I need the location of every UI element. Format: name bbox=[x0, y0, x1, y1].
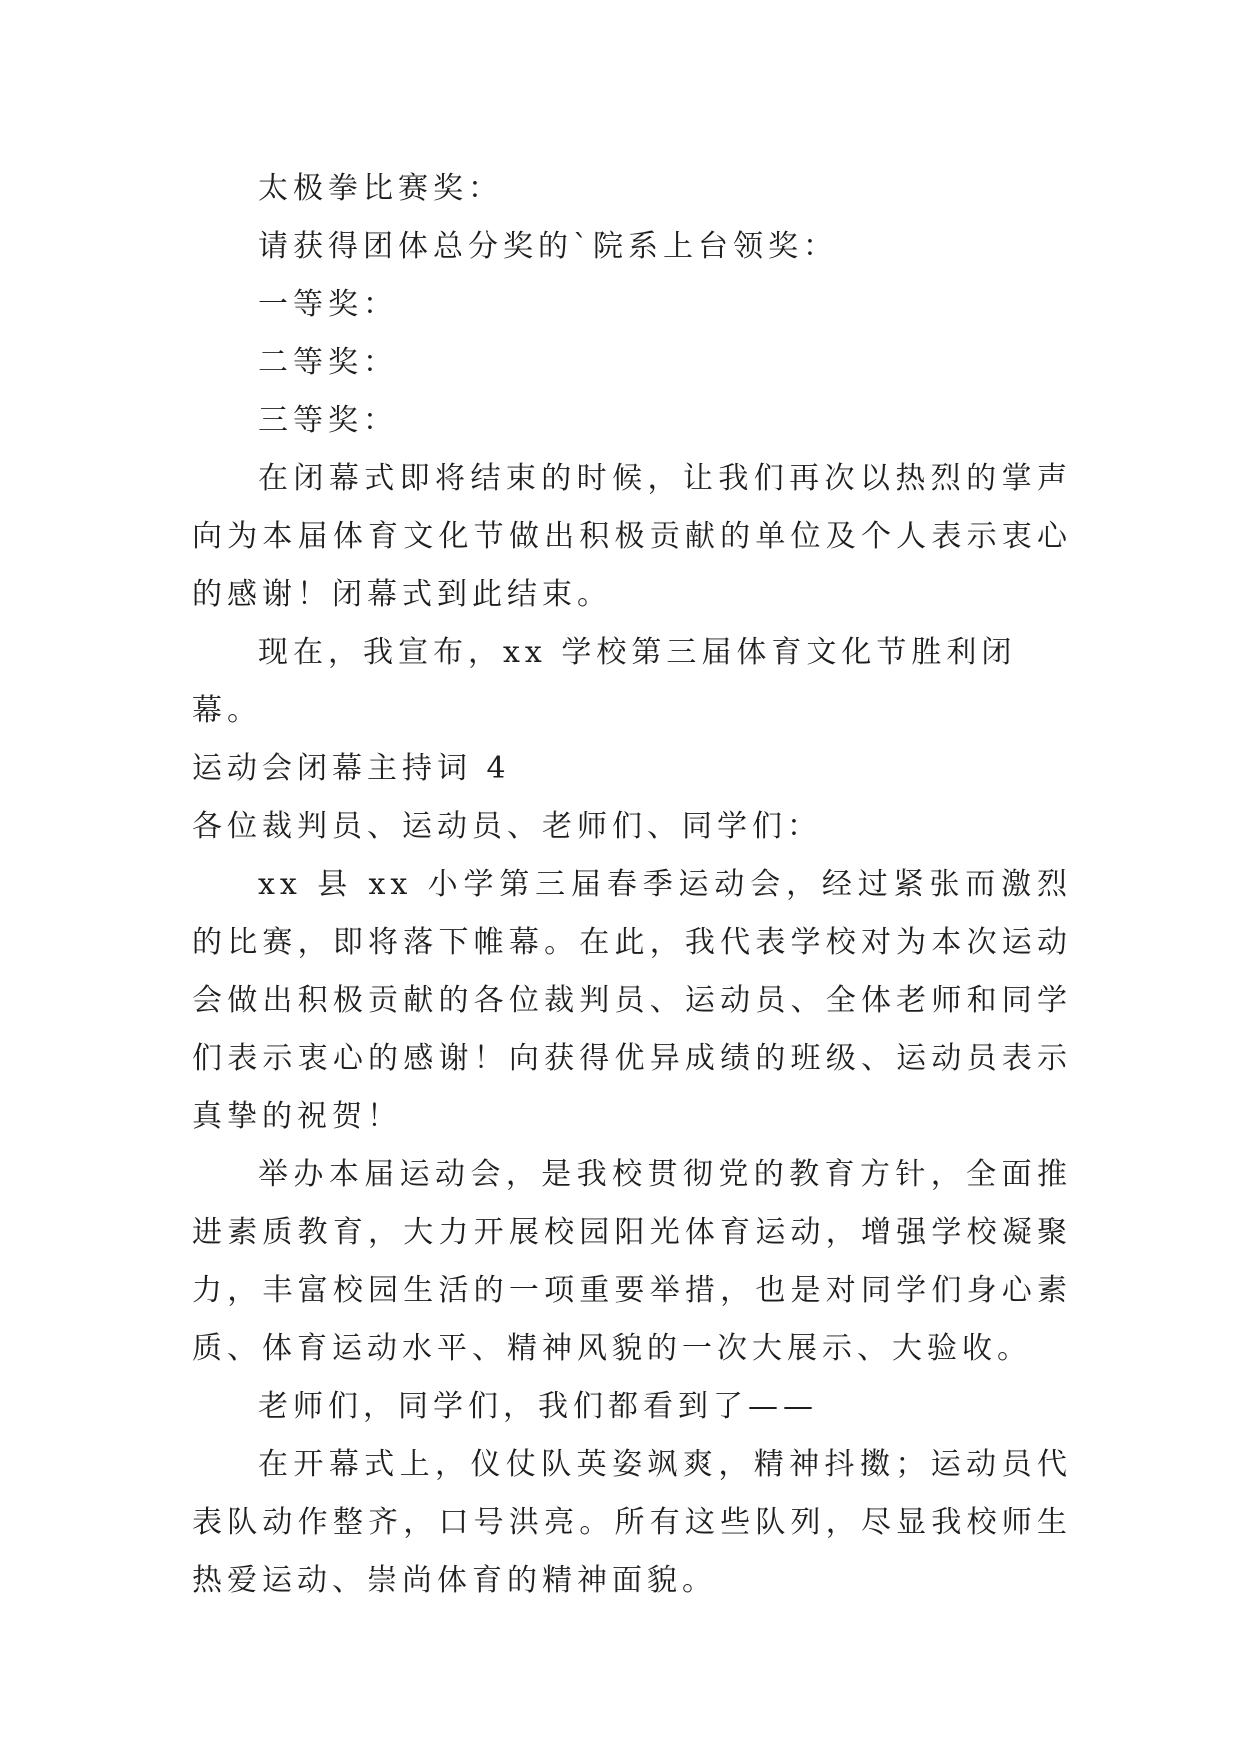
section-title: 运动会闭幕主持词 4 bbox=[192, 751, 511, 786]
third-prize-line: 三等奖： bbox=[258, 403, 398, 438]
document-body bbox=[192, 160, 1072, 1610]
first-prize-line: 一等奖： bbox=[258, 287, 398, 322]
second-prize-line: 二等奖： bbox=[258, 345, 398, 380]
games-ending-paragraph: xx 县 xx 小学第三届春季运动会，经过紧张而激烈的比赛，即将落下帷幕。在此，我代表学校对为本次运动会做出积极贡献的各位裁判员、运动员、全体老师和同学们表示衷心的感谢！向获得优异成绩的班级、运动员表示真挚的祝贺！ bbox=[192, 867, 1072, 1134]
team-award-invite-line: 请获得团体总分奖的`院系上台领奖： bbox=[258, 229, 838, 264]
closing-thanks-paragraph: 在闭幕式即将结束的时候，让我们再次以热烈的掌声向为本届体育文化节做出积极贡献的单位及个人表示衷心的感谢！闭幕式到此结束。 bbox=[192, 461, 1072, 612]
salutation-line: 各位裁判员、运动员、老师们、同学们： bbox=[192, 809, 822, 844]
closing-declaration-paragraph: 现在，我宣布，xx 学校第三届体育文化节胜利闭幕。 bbox=[192, 635, 1017, 728]
opening-ceremony-paragraph: 在开幕式上，仪仗队英姿飒爽，精神抖擞；运动员代表队动作整齐，口号洪亮。所有这些队列，尽显我校师生热爱运动、崇尚体育的精神面貌。 bbox=[192, 1447, 1072, 1598]
taiji-award-line: 太极拳比赛奖： bbox=[258, 171, 503, 206]
games-significance-paragraph: 举办本届运动会，是我校贯彻党的教育方针，全面推进素质教育，大力开展校园阳光体育运动，增强学校凝聚力，丰富校园生活的一项重要举措，也是对同学们身心素质、体育运动水平、精神风貌的一次大展示、大验收。 bbox=[192, 1157, 1072, 1366]
we-all-saw-line: 老师们，同学们，我们都看到了—— bbox=[258, 1389, 818, 1424]
